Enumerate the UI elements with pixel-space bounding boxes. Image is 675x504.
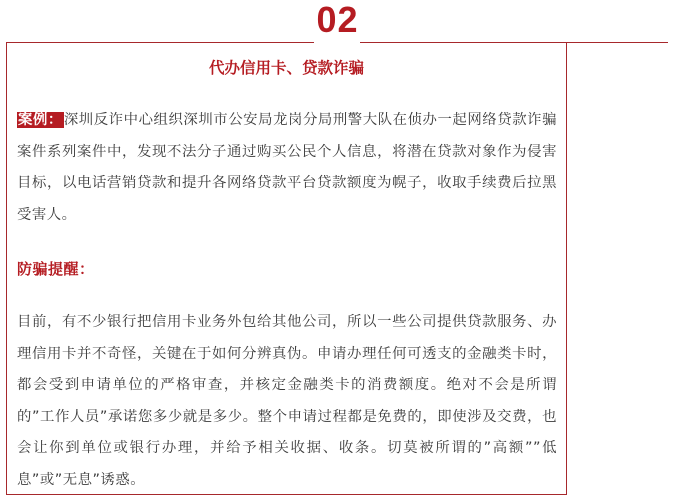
tips-heading: 防骗提醒： — [17, 260, 95, 278]
case-label-badge: 案例： — [18, 112, 63, 128]
section-title: 代办信用卡、贷款诈骗 — [208, 59, 364, 77]
section-number: 02 — [316, 0, 359, 40]
tips-paragraph: 目前，有不少银行把信用卡业务外包给其他公司，所以一些公司提供贷款服务、办理信用卡并不奇怪，关键在于如何分辨真伪。申请办理任何可透支的金融类卡时，都会受到申请单位的严格审查，并核定金融类卡的消费额度。绝对不会是所谓的”工作人员”承诺您多少就是多少。整个申请过程都是免费的，即使涉及交费，也会让你到单位或银行办理，并给予相关收据、收条。切莫被所谓的”高额””低息”或”无息”诱惑。 — [17, 314, 557, 488]
case-text: 深圳反诈中心组织深圳市公安局龙岗分局刑警大队在侦办一起网络贷款诈骗案件系列案件中，发现不法分子通过购买公民个人信息，将潜在贷款对象作为侵害目标，以电话营销贷款和提升各网络贷款平台贷款额度为幌子，收取手续费后拉黑受害人。 — [17, 112, 557, 223]
case-paragraph — [17, 105, 557, 231]
